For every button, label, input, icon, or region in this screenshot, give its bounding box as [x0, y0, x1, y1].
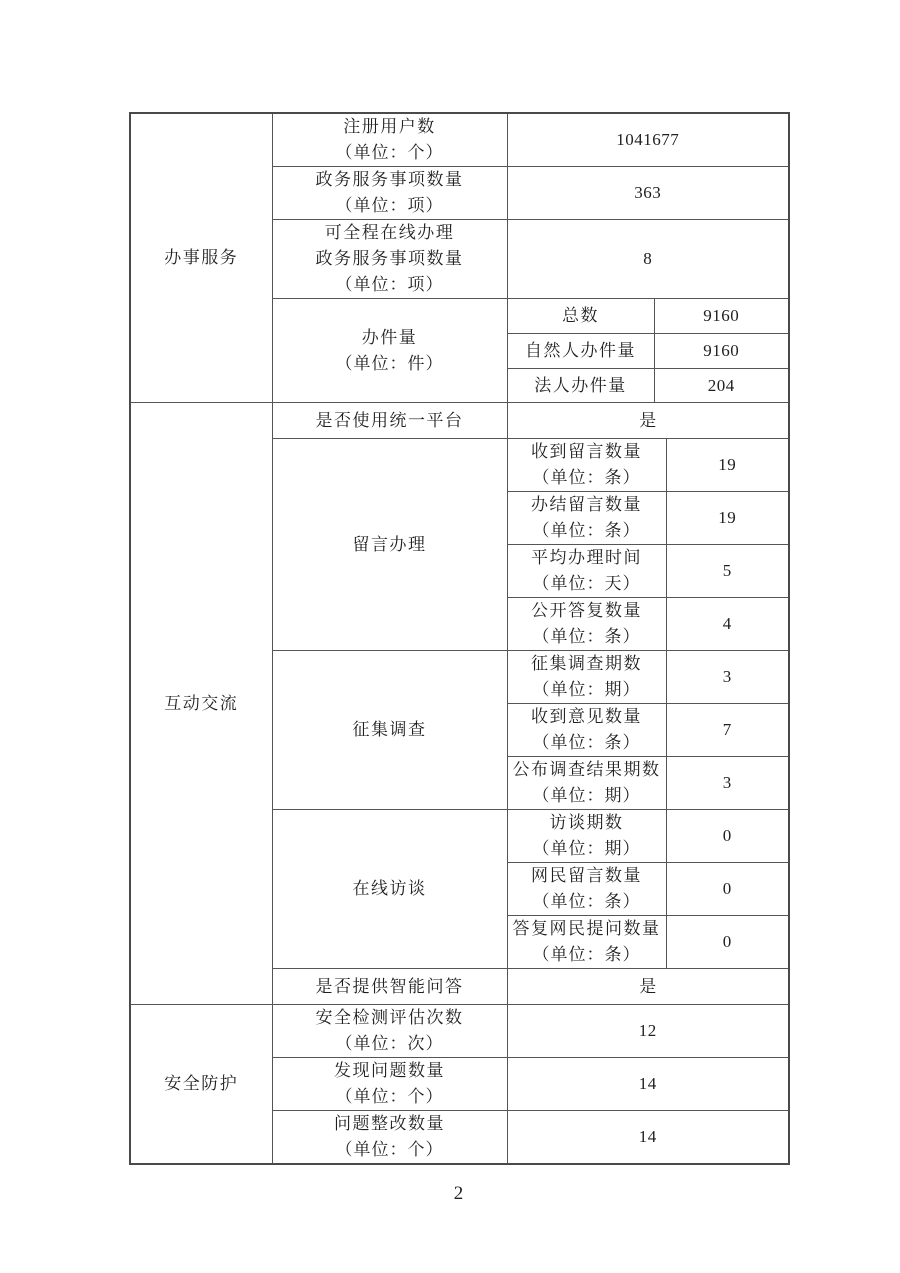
metric-label-line: 发现问题数量: [334, 1061, 445, 1080]
submetric-value-cell: 4: [666, 598, 789, 651]
metric-value-cell: 12: [507, 1005, 789, 1058]
table-row: [130, 113, 789, 167]
metric-value-cell: 是: [507, 403, 789, 439]
submetric-label-cell: [507, 598, 666, 651]
submetric-label-cell: [507, 810, 666, 863]
metric-label-line: 注册用户数: [343, 117, 436, 136]
metric-value-cell: 363: [507, 167, 789, 220]
submetric-unit-line: （单位：期）: [532, 839, 641, 858]
metric-label-line: 是否提供智能问答: [315, 976, 464, 996]
submetric-label-line: 收到留言数量: [531, 442, 642, 461]
metric-value-cell: 14: [507, 1058, 789, 1111]
metric-value-cell: 1041677: [507, 113, 789, 167]
metric-label-line: 可全程在线办理: [324, 223, 455, 242]
metric-label-cell: [272, 1005, 507, 1058]
submetric-unit-line: （单位：条）: [532, 892, 641, 911]
submetric-value-cell: 5: [666, 545, 789, 598]
submetric-unit-line: （单位：条）: [532, 733, 641, 752]
metric-label-cell: [272, 403, 507, 439]
metric-label-line: 办件量: [361, 327, 418, 347]
submetric-label-cell: [507, 334, 654, 369]
category-cell-security: [130, 1005, 272, 1165]
submetric-value-cell: 9160: [654, 299, 789, 334]
metric-unit-line: （单位：个）: [335, 1140, 444, 1159]
metric-unit-line: （单位：项）: [335, 275, 444, 294]
metric-label-cell: [272, 1058, 507, 1111]
category-label: 互动交流: [164, 693, 239, 713]
category-cell-service: [130, 113, 272, 403]
submetric-label-cell: [507, 863, 666, 916]
submetric-value-cell: 9160: [654, 334, 789, 369]
metric-label-cell: [272, 167, 507, 220]
category-label: 安全防护: [164, 1074, 239, 1093]
submetric-label-line: 网民留言数量: [531, 866, 642, 885]
submetric-label-line: 自然人办件量: [525, 341, 636, 360]
submetric-label-cell: [507, 439, 666, 492]
submetric-unit-line: （单位：条）: [532, 468, 641, 487]
metric-label-cell: [272, 299, 507, 403]
metric-label-line: 政务服务事项数量: [315, 249, 464, 268]
page-number: 2: [453, 1183, 464, 1204]
submetric-value-cell: 19: [666, 492, 789, 545]
submetric-label-line: 法人办件量: [534, 375, 627, 395]
submetric-unit-line: （单位：条）: [532, 945, 641, 964]
metric-label-line: 征集调查: [352, 720, 427, 739]
submetric-value-cell: 7: [666, 704, 789, 757]
submetric-value-cell: 204: [654, 369, 789, 403]
submetric-label-cell: [507, 545, 666, 598]
submetric-unit-line: （单位：条）: [532, 627, 641, 646]
submetric-label-line: 访谈期数: [549, 813, 624, 832]
submetric-label-line: 公布调查结果期数: [512, 760, 661, 779]
metric-label-cell: [272, 220, 507, 299]
metric-label-line: 在线访谈: [352, 879, 427, 898]
metric-label-line: 安全检测评估次数: [315, 1008, 464, 1027]
metric-label-cell: [272, 969, 507, 1005]
submetric-label-line: 征集调查期数: [531, 654, 642, 673]
submetric-label-cell: [507, 299, 654, 334]
submetric-value-cell: 0: [666, 916, 789, 969]
annual-report-table: [129, 112, 790, 1165]
category-cell-interaction: [130, 403, 272, 1005]
submetric-label-cell: [507, 369, 654, 403]
submetric-value-cell: 0: [666, 863, 789, 916]
table-row: [130, 403, 789, 439]
metric-unit-line: （单位：次）: [335, 1034, 444, 1053]
submetric-label-line: 总数: [562, 306, 599, 325]
metric-label-cell: [272, 439, 507, 651]
category-label: 办事服务: [164, 248, 239, 267]
metric-value-cell: 14: [507, 1111, 789, 1165]
submetric-label-cell: [507, 492, 666, 545]
submetric-value-cell: 19: [666, 439, 789, 492]
metric-label-cell: [272, 651, 507, 810]
metric-label-line: 是否使用统一平台: [315, 410, 464, 430]
submetric-label-line: 公开答复数量: [531, 601, 642, 620]
submetric-value-cell: 3: [666, 757, 789, 810]
metric-label-cell: [272, 1111, 507, 1165]
submetric-label-line: 收到意见数量: [531, 707, 642, 726]
metric-value-cell: 8: [507, 220, 789, 299]
metric-label-line: 留言办理: [352, 534, 427, 554]
metric-unit-line: （单位：个）: [335, 1087, 444, 1106]
table-row: [130, 1005, 789, 1058]
metric-unit-line: （单位：个）: [335, 143, 444, 162]
submetric-label-cell: [507, 704, 666, 757]
submetric-label-cell: [507, 757, 666, 810]
submetric-value-cell: 0: [666, 810, 789, 863]
submetric-label-line: 答复网民提问数量: [512, 919, 661, 938]
metric-label-cell: [272, 113, 507, 167]
submetric-label-line: 平均办理时间: [531, 548, 642, 567]
metric-label-line: 政务服务事项数量: [315, 170, 464, 189]
metric-value-cell: 是: [507, 969, 789, 1005]
metric-unit-line: （单位：项）: [335, 196, 444, 215]
submetric-label-cell: [507, 916, 666, 969]
submetric-value-cell: 3: [666, 651, 789, 704]
metric-label-line: 问题整改数量: [334, 1114, 445, 1133]
submetric-unit-line: （单位：期）: [532, 786, 641, 805]
submetric-unit-line: （单位：条）: [532, 521, 641, 540]
submetric-unit-line: （单位：天）: [532, 574, 641, 593]
metric-unit-line: （单位：件）: [335, 353, 444, 373]
submetric-label-line: 办结留言数量: [531, 495, 642, 514]
submetric-label-cell: [507, 651, 666, 704]
metric-label-cell: [272, 810, 507, 969]
submetric-unit-line: （单位：期）: [532, 680, 641, 699]
